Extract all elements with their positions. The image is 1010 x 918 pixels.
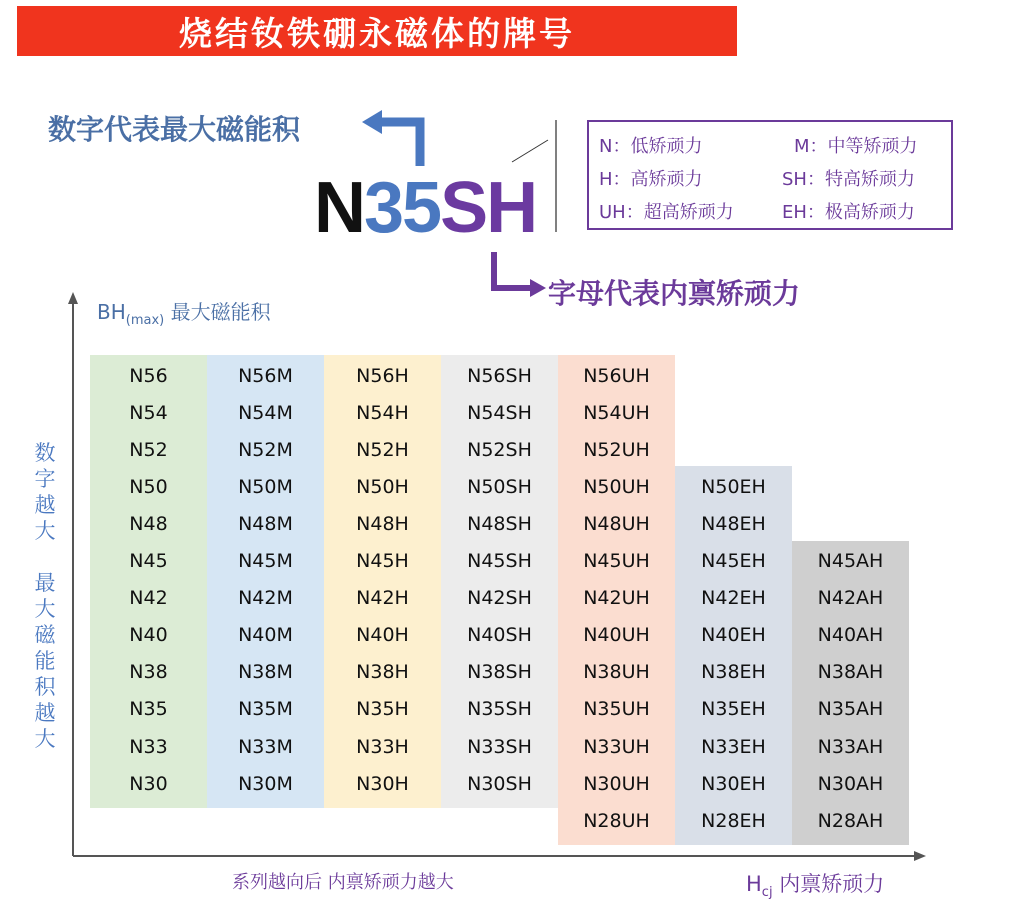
grade-cell: N42AH: [817, 587, 884, 610]
grade-cell: N30: [129, 772, 168, 795]
legend-eh: EH：极高矫顽力: [782, 202, 915, 223]
grade-cell: N50: [129, 475, 168, 498]
grade-cell: N33M: [238, 735, 293, 758]
grade-cell: N40H: [356, 624, 409, 647]
grade-cell: N33UH: [583, 735, 650, 758]
grade-cell: N54: [129, 401, 168, 424]
grade-cell: N50SH: [467, 475, 532, 498]
legend-box: [587, 120, 953, 230]
grade-cell: N38H: [356, 661, 409, 684]
grade-cell: N33SH: [467, 735, 532, 758]
grade-cell: N42: [129, 587, 168, 610]
grade-cell: N28EH: [701, 809, 766, 832]
grade-cell: N28AH: [817, 809, 884, 832]
grade-cell: N45M: [238, 550, 293, 572]
example-grade: [314, 168, 537, 248]
grade-letter: N: [314, 168, 364, 248]
grade-cell: N40EH: [701, 624, 766, 647]
grade-cell: N30M: [238, 772, 293, 795]
grade-cell: N45AH: [817, 550, 884, 572]
legend-n: N：低矫顽力: [599, 136, 703, 157]
grade-cell: N28UH: [583, 809, 650, 832]
x-axis-arrow-icon: [914, 851, 926, 861]
grade-cell: N35: [129, 698, 168, 721]
grade-cell: N38SH: [467, 661, 532, 684]
grade-cell: N38AH: [817, 661, 884, 684]
grade-cell: N56SH: [467, 364, 532, 387]
grade-cell: N45SH: [467, 550, 532, 572]
blue-arrowhead-icon: [362, 110, 382, 134]
page-title: 烧结钕铁硼永磁体的牌号: [17, 6, 737, 56]
grade-cell: N33: [129, 735, 168, 758]
legend-connector-line: [512, 140, 548, 162]
grade-cell: N30SH: [467, 772, 532, 795]
legend-sh: SH：特高矫顽力: [782, 169, 915, 190]
grade-cell: N38M: [238, 661, 293, 684]
number-meaning-label: 数字代表最大磁能积: [48, 113, 301, 146]
grade-cell: N48: [129, 512, 168, 535]
grade-cell: N40M: [238, 624, 293, 647]
blue-arrow-icon: [376, 122, 420, 166]
side-text-number: 数字越大: [34, 441, 56, 543]
purple-arrow-icon: [494, 252, 534, 288]
legend-m: M：中等矫顽力: [794, 136, 918, 157]
grade-cell: N52M: [238, 438, 293, 461]
grade-cell: N45H: [356, 550, 409, 572]
grade-cell: N50UH: [583, 475, 650, 498]
grade-cell: N56: [129, 364, 168, 387]
legend-uh: UH：超高矫顽力: [599, 202, 734, 223]
grade-cell: N33AH: [817, 735, 884, 758]
grade-cell: N35H: [356, 698, 409, 721]
grade-cell: N48M: [238, 512, 293, 535]
grade-cell: N40SH: [467, 624, 532, 647]
grade-cell: N48EH: [701, 512, 766, 535]
y-axis-label: $BH_{(max)}$ 最大磁能积: [97, 300, 271, 328]
grade-cell: N30EH: [701, 772, 766, 795]
grade-cell: N54H: [356, 401, 409, 424]
grade-cell: N56H: [356, 364, 409, 387]
grade-cell: N33EH: [701, 735, 766, 758]
grade-cell: N45UH: [583, 550, 650, 572]
grade-cell: N42H: [356, 587, 409, 610]
grade-cell: N30UH: [583, 772, 650, 795]
grade-cell: N52: [129, 438, 168, 461]
grade-cell: N42SH: [467, 587, 532, 610]
grade-cell: N38EH: [701, 661, 766, 684]
legend-h: H：高矫顽力: [599, 169, 703, 190]
grade-cell: N35UH: [583, 698, 650, 721]
purple-arrowhead-icon: [530, 279, 546, 297]
grade-cell: N40UH: [583, 624, 650, 647]
grade-cell: N48H: [356, 512, 409, 535]
grade-cell: N56M: [238, 364, 293, 387]
side-text-energy: 最大磁能积越大: [34, 571, 56, 751]
grade-cell: N38: [129, 661, 168, 684]
grade-cell: N45EH: [701, 550, 766, 572]
grade-cell: N38UH: [583, 661, 650, 684]
grade-cell: N50H: [356, 475, 409, 498]
grade-cell: N33H: [356, 735, 409, 758]
grade-cell: N45: [129, 550, 168, 572]
x-axis-label: $H_{cj}$ 内禀矫顽力: [746, 872, 885, 901]
grade-cell: N42UH: [583, 587, 650, 610]
grade-cell: N30H: [356, 772, 409, 795]
grade-cell: N52H: [356, 438, 409, 461]
grade-digits: 35: [364, 168, 441, 248]
grade-cell: N52UH: [583, 438, 650, 461]
grade-cell: N52SH: [467, 438, 532, 461]
grade-cell: N54M: [238, 401, 293, 424]
x-axis-note: 系列越向后 内禀矫顽力越大: [232, 872, 454, 893]
grade-cell: N54UH: [583, 401, 650, 424]
grade-cell: N42M: [238, 587, 293, 610]
grade-cell: N48SH: [467, 512, 532, 535]
grade-cell: N48UH: [583, 512, 650, 535]
grade-cell: N35EH: [701, 698, 766, 721]
grade-cell: N35AH: [817, 698, 884, 721]
grade-cell: N42EH: [701, 587, 766, 610]
letter-meaning-label: 字母代表内禀矫顽力: [548, 277, 801, 310]
grade-cell: N40AH: [817, 624, 884, 647]
grade-cell: N54SH: [467, 401, 532, 424]
grade-cell: N35M: [238, 698, 293, 721]
grade-cell: N56UH: [583, 364, 650, 387]
y-axis-arrow-icon: [68, 292, 78, 304]
grade-suffix: SH: [440, 168, 537, 248]
grade-cell: N50M: [238, 475, 293, 498]
grade-cell: N50EH: [701, 475, 766, 498]
grade-cell: N35SH: [467, 698, 532, 721]
grade-cell: N40: [129, 624, 168, 647]
grade-cell: N30AH: [817, 772, 884, 795]
